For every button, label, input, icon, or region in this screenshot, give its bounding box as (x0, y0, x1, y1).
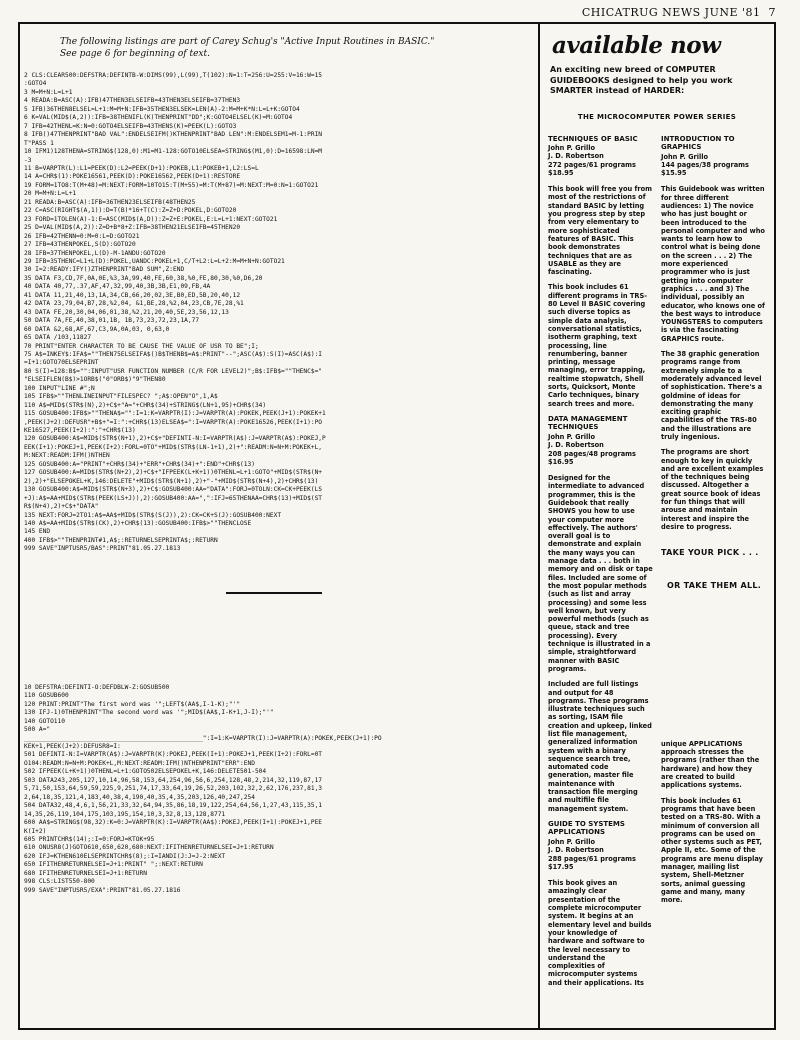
code-line: -3 (24, 156, 32, 164)
code-line: 5 IFB)36THEN8ELSEL=L+1:M=M+N:IFB=35THEN3ELSEK=LEN(A)-2:M=M+K*N:L=L+K:GOTO4 (24, 105, 300, 113)
code-line: T"PASS 1 (24, 139, 54, 147)
listings-column (20, 24, 538, 1028)
code-line: 500 A=" (24, 726, 51, 734)
code-line: 10 IFM1)128THENA=STRING$(128,0):M1=M1-128:GOTO10ELSEA=STRING$(M1,0):D=16598:LN=M (24, 148, 323, 156)
code-line: 8 IFB()47THENPRINT"BAD VAL":ENDELSEIFM()KTHENPRINT"BAD LEN":M:ENDELSEM1=M-1:PRIN (24, 131, 323, 139)
ad-left-column (548, 135, 653, 995)
program-listing-1 (24, 72, 538, 554)
book-title-data: DATA MANAGEMENT TECHNIQUES (548, 414, 628, 432)
code-line: 999 SAVE"INPTUSR5/BAS":PRINT"81.05.27.1813 (24, 545, 181, 553)
code-line: 610 ONUSR8(J)GOTO610,650,620,680:NEXT:IFITHENRETURNELSEI=J+1:RETURN (24, 844, 274, 852)
code-line: 400 IFB$>""THENPRINT#1,A$;:RETURNELSEPRINTA$;:RETURN (24, 536, 218, 544)
code-line: 145 END (24, 528, 51, 536)
code-line: 30 I=2:READY:IFY()ZTHENPRINT"BAD SUM",Z:END (24, 266, 185, 274)
code-line: 50 DATA 7A,FE,40,38,01,1B, 1B,73,23,72,23,1A,77 (24, 317, 200, 325)
code-line: 100 INPUT"LINE #";N (24, 384, 95, 392)
book-meta-data: John P. Grillo J. D. Robertson 208 pages/48 programs $16.95 (548, 432, 636, 466)
code-line: 120 PRINT:PRINT"The first word was '";LEFT$(AA$,I-1-K);"'" (24, 700, 241, 708)
code-line: 2,64,18,35,121,4,183,40,38,4,190,40,35,4,35,203,126,40,247,254 (24, 793, 255, 801)
code-line: 620 IFJ=KTHEN610ELSEPRINTCHR$(8);:I=IANDI(J:J=J-2:NEXT (24, 852, 226, 860)
code-line: 110 A$=MID$(STR$(N),2)+C$+"A="+CHR$(34)+STRING$(LN+1,95)+CHR$(34) (24, 401, 267, 409)
code-line: ,PEEK(J+2):DEFUSR"+B$+"=I:":+CHR$(13)ELSEA$=":I=VARPTR(A):POKE16526,PEEK(I+1):PO (24, 418, 323, 426)
code-line: 502 IFPEEK(L+K+1))0THENL=L+1:GOTO502ELSEPOKEL+K,146:DELETE501-504 (24, 768, 267, 776)
code-line: 5,71,50,153,64,59,59,225,9,251,74,17,33,64,19,26,52,203,102,32,2,62,176,237,81,3 (24, 785, 323, 793)
book-meta-graphics: John P. Grillo 144 pages/38 programs $15.95 (661, 152, 749, 178)
code-line: 14 A=CHR$(1):POKE16561,PEEK(D):POKE16562,PEEK(D+1):RESTORE (24, 173, 241, 181)
ad-right-column (661, 135, 766, 995)
code-line: 70 PRINT"ENTER CHARACTER TO BE CAUSE THE VALUE OF USR TO BE";I; (24, 342, 259, 350)
code-line: 120 GOSUB400:A$=MID$(STR$(N+1),2)+C$+"DEFINTI-N:I=VARPTR(A$):J=VARPTR(A$):POKEJ,P (24, 435, 326, 443)
code-line: 28 IFB=37THENPOKEL,L(D)-M-1ANDU:GOTO20 (24, 249, 166, 257)
take-them-all: OR TAKE THEM ALL. (667, 580, 762, 590)
code-line: =I+1:GOTO70ELSEPRINT (24, 359, 99, 367)
book-desc-systems-2: unique APPLICATIONS approach stresses the programs (rather than the hardware) and how they are created to build applications systems. (661, 739, 760, 790)
book-desc-graphics-1: This Guidebook was written for three different audiences: 1) The novice who has just bought or been introduced to the personal computer and who wants to learn how to control what is being done on the screen . . . 2) The more experienced programmer who is just getting into computer graphics . . . and 3) The individual, possibly an educator, who knows one of the best ways to introduce YOUNGSTERS to computers is via the fascinating GRAPHICS route. (661, 185, 765, 343)
code-line: 7 IFB=42THENL=K:N=0:GOTO4ELSEIFB=43THENS(K)=PEEK(L):GOTO3 (24, 122, 237, 130)
book-desc-graphics-3: The programs are short enough to key in quickly and are excellent examples of the techniques being discussed. Altogether a great source book of ideas for fun things that will arouse and maintain interest and inspire the desire to progress. (661, 448, 764, 531)
code-line: 605 PRINTCHR$(14);:I=0:FORJ=KTOK+95 (24, 835, 155, 843)
code-line: 998 CLS:LIST550-800 (24, 878, 95, 886)
code-line: O104:READM:N=N+M:POKEK+L,M:NEXT:READM:IFM()NTHENPRINT"ERR":END (24, 759, 255, 767)
code-line: 35 DATA F3,CD,7F,0A,0E,%3,3A,99,40,FE,60,38,%0,FE,80,30,%0,D6,20 (24, 274, 263, 282)
code-line: 27 IFB=43THENPOKEL,S(D):GOTO20 (24, 241, 136, 249)
code-line: 3 M=M+N:L=L+1 (24, 88, 73, 96)
program-listing-2 (24, 684, 538, 895)
book-desc-systems-1: This book gives an amazingly clear presentation of the complete microcomputer system. It begins at an elementary level and builds your knowledge of hardware and software to the level necessary to understand the complexities of microcomputer systems and their applications. Its (548, 879, 652, 987)
book-desc-basic-1: This book will free you from most of the restrictions of standard BASIC by letting you progress step by step from very elementary to more sophisticated features of BASIC. This book demonstrates techniques that are as USABLE as they are fascinating. (548, 185, 652, 277)
code-line: 21 READA:B=ASC(A):IFB=36THEN23ELSEIFB(48THEN25 (24, 198, 196, 206)
book-desc-basic-2: This book includes 61 different programs in TRS-80 Level II BASIC covering such diverse topics as simple data analysis, conversational statistics, isotherm graphing, text processing, line renumbering, banner printing, message managing, error trapping, realtime stopwatch, Shell sorts, Quicksort, Monte Carlo techniques, binary search trees and more. (548, 283, 647, 408)
code-line: K(I+2) (24, 827, 47, 835)
code-line: 600 AA$=STRING$(98,32):K=0:J=VARPTR(K):I=VARPTR(AA$):POKEJ,PEEK(I+1):POKEJ+1,PEE (24, 819, 323, 827)
code-line: 75 A$=INKEY$:IFA$=""THEN75ELSEIFA$()B$THENB$=A$:PRINT"--";ASC(A$):S(I)=ASC(A$):I (24, 350, 323, 358)
code-line: "ELSEIFLEN(B$)>1ORB$("0"ORB$)"9"THEN80 (24, 376, 166, 384)
code-line: 650 IFITHENRETURNELSEI=J+1:PRINT" ";:NEXT:RETURN (24, 861, 203, 869)
page-header: CHICATRUG NEWS JUNE '81 7 (581, 6, 776, 19)
code-line: 26 IFB=42THENN=0:M=0:L=D:GOTO21 (24, 232, 140, 240)
code-line: KEK+1,PEEK(J+2):DEFUSR8=I: (24, 743, 121, 750)
code-line: 110 GOSUB600 (24, 692, 69, 700)
code-line: 140 GOTO110 (24, 717, 65, 725)
code-line: 42 DATA 23,79,04,B7,28,%2,04, &1,BE,28,%2,04,23,CB,7E,28,%1 (24, 300, 244, 308)
code-line: 680 IFITHENRETURNELSEI=J+1:RETURN (24, 869, 147, 877)
listing-intro (60, 36, 538, 60)
code-line: 105 IFB$>""THENLINEINPUT"FILESPEC? ";A$:OPEN"O",1,A$ (24, 393, 218, 401)
code-line: 115 GOSUB400:IFB$>""THENA$="":I=1:K=VARPTR(I):J=VARPTR(A):POKEK,PEEK(J+1):POKEK+1 (24, 410, 326, 418)
ad-headline: available now (552, 32, 721, 59)
book-desc-systems-3: This book includes 61 programs that have been tested on a TRS-80. With a minimum of conversion all programs can be used on other systems such as PET, Apple II, etc. Some of the programs are menu display manager, mailing list system, Shell-Metzner sorts, animal guessing game and many, many more. (661, 796, 763, 905)
code-line: EEK(I+1):POKEJ+1,PEEK(I+2):FORL=0TO"+MID$(STR$(LN-1+1),2)+":READM:N=N+M:POKEK+L, (24, 443, 323, 451)
code-line: 40 DATA 40,77,.37,AF,47,32,99,40,3B,3B,E1,09,FB,4A (24, 283, 211, 291)
code-line: 11 B=VARPTR(L):L1=PEEK(D):L2=PEEK(D+1):POKEB,L1:POKEB+1,L2:LS=L (24, 164, 259, 172)
code-line: 140 A$=AA+MID$(STR$(CK),2)+CHR$(13):GOSUB400:IFB$>""THENCLOSE (24, 520, 252, 528)
code-line: M:NEXT:READM:IFM()NTHEN (24, 452, 110, 460)
code-line: KE16527,PEEK(I+2):":"+CHR$(13) (24, 427, 136, 435)
code-line: 501 DEFINTI-N:I=VARPTR(A$):J=VARPTR(K):POKEJ,PEEK(I+1):POKEJ+1,PEEK(I+2):FORL=0T (24, 751, 323, 759)
intro-line-2: See page 6 for beginning of text. (60, 49, 210, 59)
book-desc-data-2: Included are full listings and output for 48 programs. These programs illustrate techniques such as sorting, ISAM file creation and upkeep, linked list file management, generalized information system with a binary sequence search tree, automated code generation, master file maintenance with transaction file merging and multifile file management system. (548, 680, 652, 813)
book-meta-systems: John P. Grillo J. D. Robertson 288 pages/61 programs $17.95 (548, 837, 636, 871)
code-line: 80 S(I)=128:B$="":INPUT"USR FUNCTION NUMBER (C/R FOR LEVEL2)";B$:IFB$=""THENC$=" (24, 367, 323, 375)
book-title-basic: TECHNIQUES OF BASIC (548, 134, 638, 143)
code-line: 4 READA:B=ASC(A):IFB)47THEN3ELSEIFB=43THEN3ELSEIFB=37THEN3 (24, 97, 241, 105)
code-line: ________________________________________________":I=1:K=VARPTR(I):J=VARPTR(A):POKEK,PEEK(J+1):PO (24, 734, 382, 742)
ad-columns (548, 135, 766, 995)
code-line: 43 DATA FE,20,30,04,06,01,38,%2,21,20,40,5E,23,56,12,13 (24, 308, 229, 316)
ad-series-title: THE MICROCOMPUTER POWER SERIES (577, 112, 737, 121)
code-line: 60 DATA &2,68,AF,67,C3,9A,0A,03, 0,63,0 (24, 325, 170, 333)
code-line: 2 CLS:CLEAR500:DEFSTRA:DEFINTB-W:DIMS(99),L(99),T(102):N=1:T=256:U=255:V=16:W=15 (24, 72, 323, 79)
code-line: 2),2)+"ELSEPOKEL+K,146:DELETE"+MID$(STR$(N+1),2)+"-"+MID$(STR$(N+4),2)+CHR$(13) (24, 477, 319, 485)
code-line: 19 FORM=1TO8:T(M+48)=M:NEXT:FORM=10TO15:T(M+55)=M:T(M+87)=M:NEXT:M=0:N=1:GOTO21 (24, 181, 319, 189)
code-line: 41 DATA 11,21,40,13,1A,34,CB,66,20,02,3E,B0,ED,5B,20,40,12 (24, 291, 241, 299)
code-line: :GOTO4 (24, 80, 47, 88)
code-line: 503 DATA243,205,127,10,14,96,58,153,64,254,96,56,6,254,128,48,2,214,32,119,87,17 (24, 776, 323, 784)
code-line: R$(N+4),2)+C$+"DATA" (24, 503, 99, 511)
intro-line-1: The following listings are part of Carey Schug's "Active Input Routines in BASIC." (60, 37, 435, 47)
advertisement-column (540, 24, 774, 1028)
book-desc-graphics-2: The 38 graphic generation programs range from extremely simple to a moderately advanced level of sophistication. There's a goldmine of ideas for demonstrating the many exciting graphic capabilities of the TRS-80 and the illustrations are truly ingenious. (661, 350, 763, 441)
code-line: 125 GOSUB400:A="PRINT"+CHR$(34)+"ERR"+CHR$(34)+":END"+CHR$(13) (24, 460, 255, 468)
ad-lead: An exciting new breed of COMPUTER GUIDEBOOKS designed to help you work SMARTER instead of HARDER: (550, 65, 733, 95)
book-desc-data-1: Designed for the intermediate to advanced programmer, this is the Guidebook that really SHOWS you how to use your computer more effectively. The authors' overall goal is to demonstrate and explain the many ways you can manage data . . . both in memory and on disk or tape files. Included are some of the most popular methods (such as list and array processing) and some less well known, but very powerful methods (such as queue, stack and tree processing). Every technique is illustrated in a simple, straightforward manner with BASIC programs. (548, 474, 653, 673)
code-line: 130 IFJ-1)0THENPRINT"The second word was '";MID$(AA$,I-K+1,J-I);"'" (24, 709, 274, 717)
code-line: 999 SAVE"INPTUSR5/EXA":PRINT"81.05.27.1816 (24, 886, 181, 894)
code-line: 10 DEFSTRA:DEFINTI-O:DEFDBLW-Z:GOSUB500 (24, 683, 170, 691)
code-line: 135 NEXT:FORJ=2TO1:A$=AA$+MID$(STR$(S(J)),2):CK=CK+S(J):GOSUB400:NEXT (24, 511, 282, 519)
page-frame (18, 22, 776, 1030)
code-line: 65 DATA /103,11827 (24, 334, 92, 342)
code-line: 6 K=VAL(MID$(A,2)):IFB=38THENIFL(K)THENPRINT"DD";K:GOTO4ELSEL(K)=M:GOTO4 (24, 114, 293, 122)
code-line: 22 C=ASC(RIGHT$(A,1)):D=T(B)*16+T(C):Z=Z+D:POKEL,D:GOTO20 (24, 207, 237, 215)
code-line: +J):A$=AA+MID$(STR$(PEEK(LS+J)),2):GOSUB400:AA=",":IFJ=65THENAA=CHR$(13)+MID$(ST (24, 494, 323, 502)
section-rule (226, 592, 322, 594)
book-title-systems: GUIDE TO SYSTEMS APPLICATIONS (548, 819, 625, 837)
code-line: 29 IFB=35THENC=L1+L(D):POKEL,UANDC:POKEL+1,C/T+L2:L=L+2:M=M+N+N:GOTO21 (24, 257, 285, 265)
book-meta-basic: John P. Grillo J. D. Robertson 272 pages/61 programs $18.95 (548, 144, 636, 177)
take-your-pick: TAKE YOUR PICK . . . (661, 548, 759, 558)
code-line: 14,35,26,119,104,175,103,195,154,10,3,32,8,13,128,8771 (24, 810, 226, 818)
code-line: 23 FORD=1TOLEN(A)-1:E=ASC(MID$(A,D)):Z=Z+E:POKEL,E:L=L+1:NEXT:GOTO21 (24, 215, 278, 223)
code-line: 20 M=M+N:L=L+1 (24, 190, 77, 198)
code-line: 127 GOSUB400:A=MID$(STR$(N+2),2)+C$+"IFPEEK(L+K+1))0THENL=L+1:GOTO"+MID$(STR$(N+ (24, 469, 323, 477)
code-line: 130 GOSUB400:A$=MID$(STR$(N+3),2)+C$:GOSUB400:AA="DATA":FORJ=0TOLN:CK=CK+PEEK(LS (24, 486, 323, 494)
code-line: 25 D=VAL(MID$(A,2)):Z=D+B*8+Z:IFB=38THEN21ELSEIFB=45THEN20 (24, 224, 241, 232)
book-title-graphics: INTRODUCTION TO GRAPHICS (661, 134, 735, 151)
code-line: 504 DATA32,48,4,6,1,56,21,33,32,64,94,35,86,18,19,122,254,64,56,1,27,43,115,35,1 (24, 802, 323, 810)
